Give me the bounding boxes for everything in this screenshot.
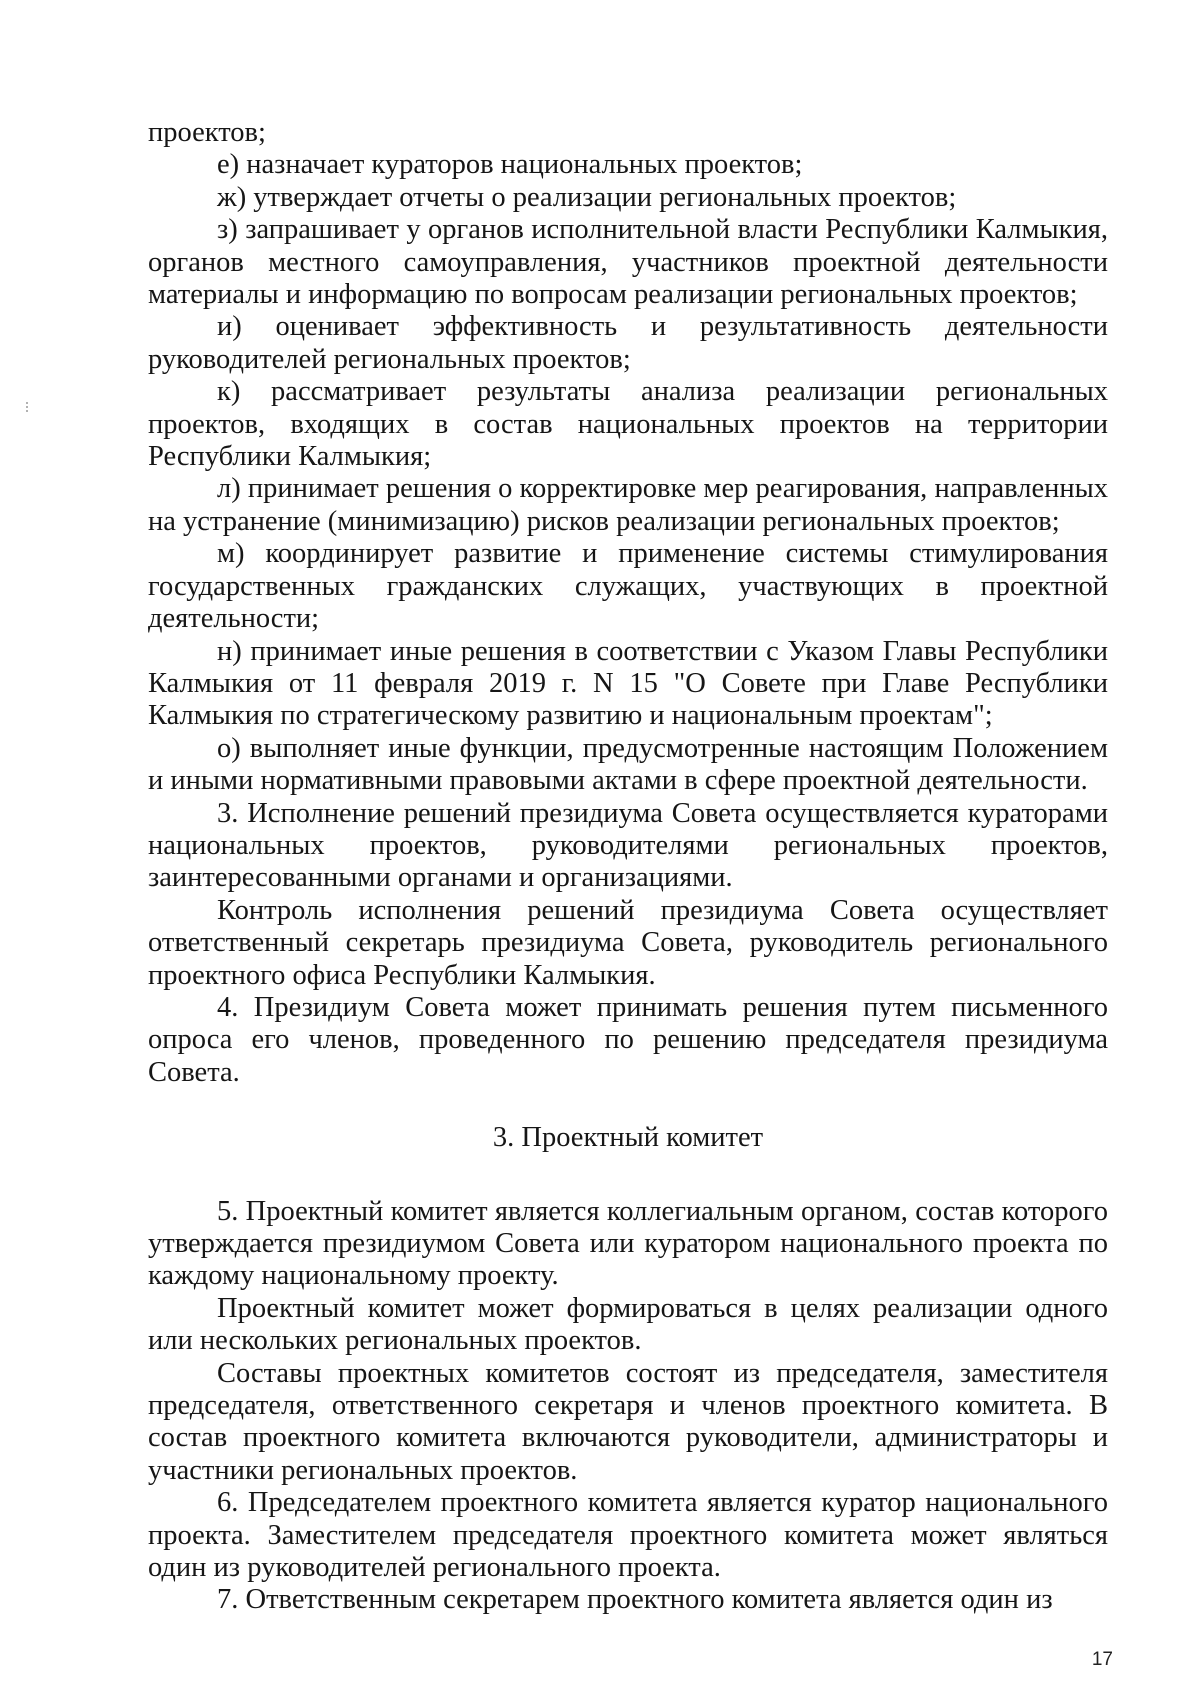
paragraph: 6. Председателем проектного комитета является куратор национального проекта. Заместителем председателя проектного комитета может являться один из руководителей регионального проекта. bbox=[148, 1487, 1108, 1584]
paragraph: 7. Ответственным секретарем проектного комитета является один из bbox=[217, 1584, 1053, 1616]
paragraph: 4. Президиум Совета может принимать решения путем письменного опроса его членов, проведенного по решению председателя президиума Совета. bbox=[148, 991, 1108, 1088]
paragraph: Составы проектных комитетов состоят из председателя, заместителя председателя, ответственного секретаря и членов проектного комитета. В состав проектного комитета включаются руководители, администраторы и участники региональных проектов. bbox=[148, 1357, 1108, 1486]
paragraph: н) принимает иные решения в соответствии с Указом Главы Республики Калмыкия от 11 февраля 2019 г. N 15 "О Совете при Главе Республики Калмыкия по стратегическому развитию и национальным проектам"; bbox=[148, 635, 1108, 732]
paragraph: 5. Проектный комитет является коллегиальным органом, состав которого утверждается президиумом Совета или куратором национального проекта по каждому национальному проекту. bbox=[148, 1195, 1108, 1292]
paragraph: проектов; bbox=[148, 117, 266, 148]
paragraph: з) запрашивает у органов исполнительной власти Республики Калмыкия, органов местного самоуправления, участников проектной деятельности материалы и информацию по вопросам реализации региональных проектов; bbox=[148, 214, 1108, 311]
paragraph: м) координирует развитие и применение системы стимулирования государственных гражданских служащих, участвующих в проектной деятельности; bbox=[148, 538, 1108, 635]
paragraph: и) оценивает эффективность и результативность деятельности руководителей региональных проектов; bbox=[148, 311, 1108, 375]
paragraph: е) назначает кураторов национальных проектов; bbox=[217, 149, 803, 181]
page-number: 17 bbox=[1091, 1649, 1113, 1670]
paragraph: Контроль исполнения решений президиума Совета осуществляет ответственный секретарь президиума Совета, руководитель регионального проектного офиса Республики Калмыкия. bbox=[148, 894, 1108, 991]
document-body bbox=[148, 117, 1108, 1617]
paragraph: о) выполняет иные функции, предусмотренные настоящим Положением и иными нормативными правовыми актами в сфере проектной деятельности. bbox=[148, 732, 1108, 797]
scan-margin-marks bbox=[24, 400, 30, 420]
paragraph: к) рассматривает результаты анализа реализации региональных проектов, входящих в состав национальных проектов на территории Республики Калмыкия; bbox=[148, 376, 1108, 473]
section-heading: 3. Проектный комитет bbox=[492, 1122, 764, 1154]
paragraph: Проектный комитет может формироваться в целях реализации одного или нескольких региональных проектов. bbox=[148, 1292, 1108, 1357]
paragraph: 3. Исполнение решений президиума Совета осуществляется кураторами национальных проектов, руководителями региональных проектов, заинтересованными органами и организациями. bbox=[148, 797, 1108, 894]
paragraph: л) принимает решения о корректировке мер реагирования, направленных на устранение (минимизацию) рисков реализации региональных проектов; bbox=[148, 473, 1108, 537]
paragraph: ж) утверждает отчеты о реализации региональных проектов; bbox=[217, 181, 957, 213]
